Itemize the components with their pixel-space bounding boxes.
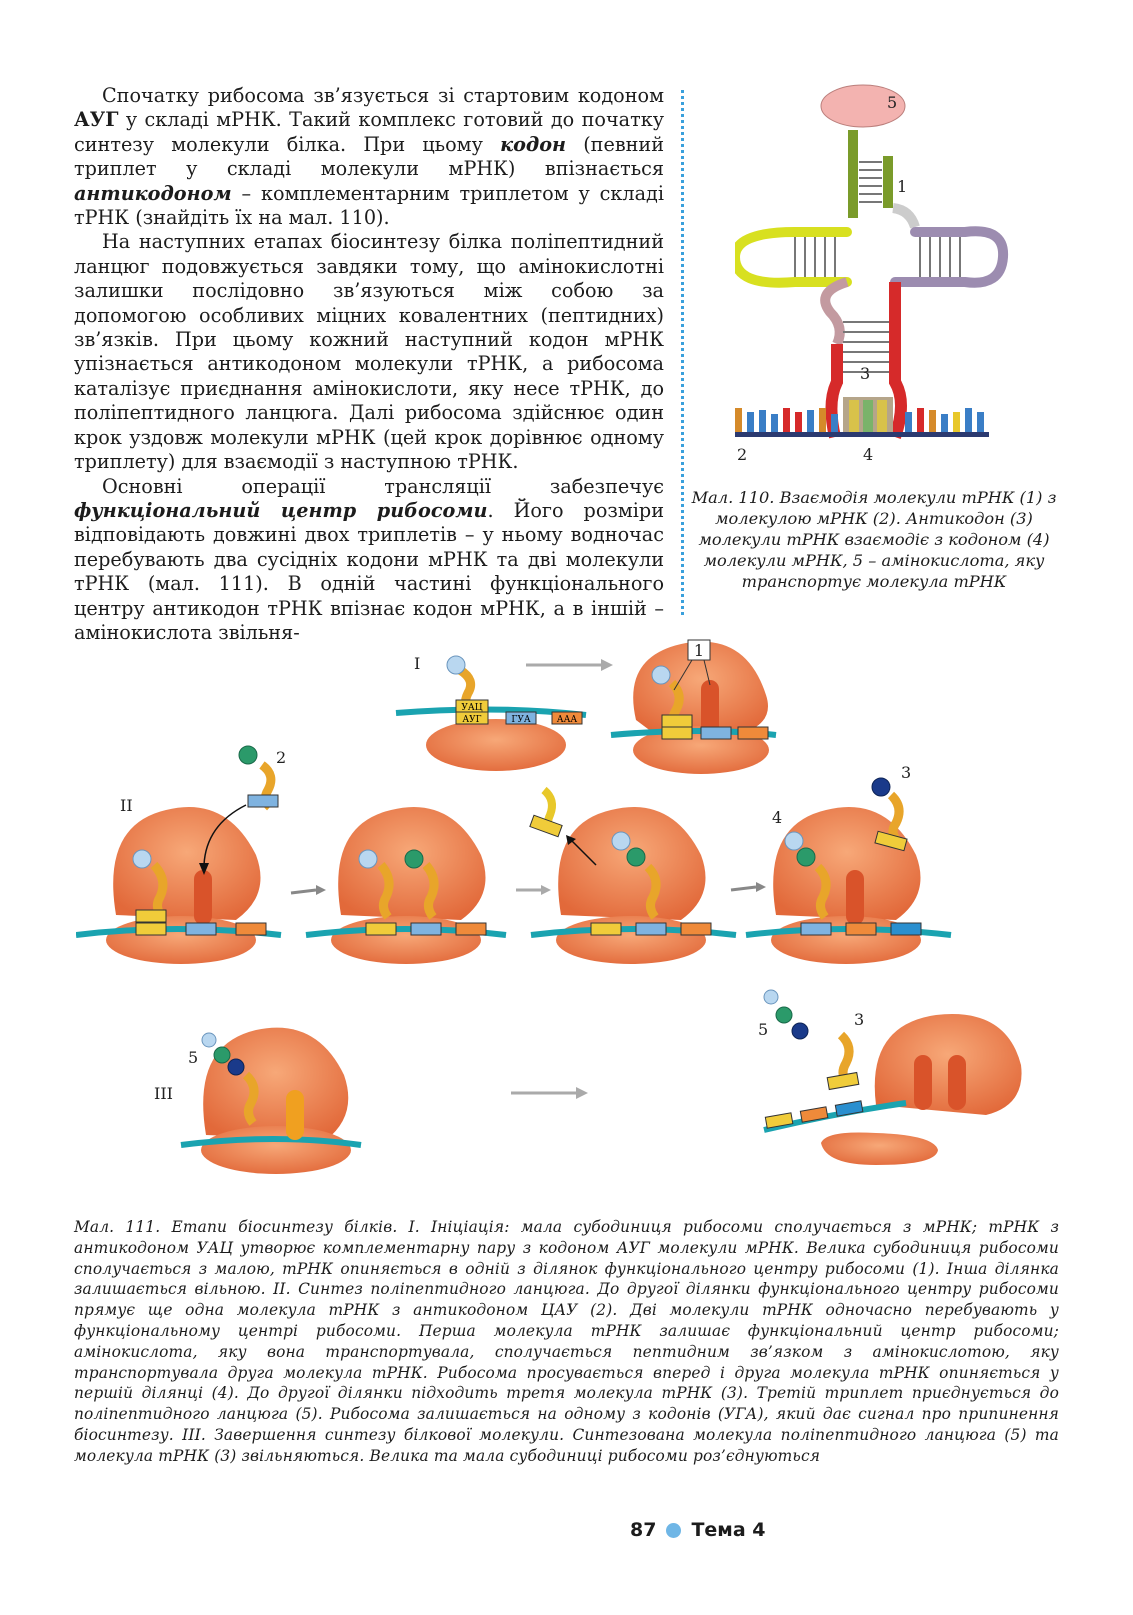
amino-acid-ball xyxy=(872,778,890,796)
arrow-right xyxy=(291,890,316,893)
t-base-pairs xyxy=(920,237,960,277)
label-3: 3 xyxy=(854,1010,865,1029)
codon-box xyxy=(136,923,166,935)
label-1: 1 xyxy=(693,641,705,660)
caption-figure-111: Мал. 111. Етапи біосинтезу білків. I. Ініціація: мала субодиниця рибосоми сполучається з мРНК; тРНК з антикодоном УАЦ утворює комплементарну пару з кодоном АУГ молекули мРНК. Велика субодиниця рибосоми сполучається з малою, тРНК опиняється в одній з ділянок функціонального центру рибосоми (1). Інша ділянка залишається вільною. II. Синтез поліпептидного ланцюга. До другої ділянки функціонального центру рибосоми прямує ще одна молекула тРНК з антикодоном ЦАУ (2). Дві молекули тРНК одночасно перебувають у функціональному центрі рибосоми. Перша молекула тРНК залишає функціональний центр рибосоми; амінокислота, яку вона транспортувала, сполучається пептидним зв’язком з амінокислотою, яку транспортувала друга молекула тРНК. Рибосома просувається вперед і друга молекула тРНК опиняється у першій ділянці (4). До другої ділянки підходить третя молекула тРНК (3). Третій триплет приєднується до поліпептидного ланцюга (5). Рибосома залишається на одному з кодонів (УГА), який дає сигнал про припинення біосинтезу. III. Завершення синтезу білкової молекули. Синтезована молекула поліпептидного ланцюга (5) та молекула тРНК (3) звільняються. Велика та мала субодиниці рибосоми роз’єднуються xyxy=(74,1218,1059,1465)
codon-text: ГУА xyxy=(511,715,531,725)
bold-term: АУГ xyxy=(74,108,119,132)
bullet-dot xyxy=(666,1523,681,1538)
label-2: 2 xyxy=(737,445,748,464)
amino-acid-ball xyxy=(652,666,670,684)
anticodon-base xyxy=(863,400,873,434)
site xyxy=(914,1055,932,1110)
codon-box xyxy=(186,923,216,935)
label-3: 3 xyxy=(901,763,912,782)
release-site xyxy=(286,1090,304,1140)
codon-box xyxy=(681,923,711,935)
codon-box xyxy=(835,1101,863,1116)
mrna-backbone xyxy=(735,432,989,437)
codon-box xyxy=(801,923,831,935)
amino-acid-ball xyxy=(133,850,151,868)
amino-acid-ball xyxy=(405,850,423,868)
anticodon-box xyxy=(136,910,166,922)
d-loop xyxy=(735,232,847,283)
label-1: 1 xyxy=(897,177,908,196)
amino-acid-ball xyxy=(792,1023,808,1039)
arrow-right xyxy=(731,887,756,890)
page-number: 87 xyxy=(630,1519,657,1541)
paragraph-1 xyxy=(74,84,664,230)
codon-text: ААА xyxy=(556,715,578,725)
arrow-head xyxy=(316,885,326,895)
text: . Його розміри відповідають довжині двох триплетів – у ньому водночас перебувають два сусідніх кодони мРНК та дві молекули тРНК (мал. 111). В одній частині функціонального центру антикодон тРНК впізнає кодон мРНК, а в іншій – амінокислота звільня- xyxy=(74,498,664,644)
label-4: 4 xyxy=(772,808,783,827)
empty-site xyxy=(846,870,864,925)
stage-1-initiation xyxy=(396,640,776,774)
codon-box xyxy=(662,727,692,739)
body-text xyxy=(74,84,664,645)
amino-acid-ball xyxy=(239,746,257,764)
figure-111-biosynthesis xyxy=(76,635,1066,1205)
label-5: 5 xyxy=(887,93,898,112)
codon-box xyxy=(411,923,441,935)
variable-loop xyxy=(825,282,847,344)
stage-label-3: III xyxy=(154,1084,173,1103)
text: у складі мРНК. Такий комплекс готовий до початку синтезу молекули білка. При цьому xyxy=(74,108,664,156)
label-3: 3 xyxy=(860,364,871,383)
bold-term: функціональний центр рибосоми xyxy=(74,498,488,522)
acceptor-stem-right xyxy=(883,156,893,208)
white-linker xyxy=(893,208,915,227)
anticodon-box xyxy=(248,795,278,807)
codon-box xyxy=(636,923,666,935)
site xyxy=(948,1055,966,1110)
stage-3-termination xyxy=(154,990,1022,1174)
codon-box xyxy=(366,923,396,935)
amino-acid-ball xyxy=(764,990,778,1004)
amino-acid-ball xyxy=(797,848,815,866)
codon-box xyxy=(591,923,621,935)
small-subunit xyxy=(106,916,256,964)
amino-acid-ball xyxy=(627,848,645,866)
amino-acid-ball xyxy=(447,656,465,674)
label-5: 5 xyxy=(188,1048,199,1067)
anticodon-box xyxy=(827,1072,859,1089)
bold-term: кодон xyxy=(500,132,566,156)
codon-text: АУГ xyxy=(462,715,482,725)
text: Основні операції трансляції забезпечує xyxy=(102,474,664,498)
codon-box xyxy=(456,923,486,935)
text: – комплементарним триплетом у складі тРНК (знайдіть їх на мал. 110). xyxy=(74,181,664,230)
figure-110-trna xyxy=(735,82,1035,474)
small-subunit-free xyxy=(821,1132,938,1165)
amino-acid-ball xyxy=(228,1059,244,1075)
arrow-head xyxy=(576,1087,588,1099)
arrow-head xyxy=(541,885,551,895)
anticodon-box xyxy=(662,715,692,727)
label-2: 2 xyxy=(276,748,287,767)
dotted-divider xyxy=(681,90,684,615)
text: Спочатку рибосома зв’язується зі стартовим кодоном xyxy=(102,84,664,107)
anticodon-base xyxy=(849,400,859,434)
acceptor-stem-left xyxy=(848,130,858,218)
stage-2-elongation xyxy=(76,746,951,964)
topic-label: Тема 4 xyxy=(691,1519,766,1541)
amino-acid-ball xyxy=(785,832,803,850)
amino-acid-ball xyxy=(612,832,630,850)
label-5: 5 xyxy=(758,1020,769,1039)
text: (певний триплет у складі молекули мРНК) впізнається xyxy=(74,132,664,181)
anticodon-base xyxy=(877,400,887,434)
stage-label-1: I xyxy=(414,654,421,673)
label-4: 4 xyxy=(863,445,874,464)
paragraph-2: На наступних етапах біосинтезу білка поліпептидний ланцюг подовжується завдяки тому, що амінокислотні залишки послідовно зв’язуються між собою за допомогою особливих міцних ковалентних (пептидних) зв’язків. При цьому кожний наступний кодон мРНК упізнається антикодоном молекули тРНК, а рибосома каталізує приєднання амінокислоти, яку несе тРНК, до поліпептидного ланцюга. Далі рибосома здійснює один крок уздовж молекули мРНК (цей крок дорівнює одному триплету) для взаємодії з наступною тРНК. xyxy=(74,230,664,474)
amino-acid-ball xyxy=(214,1047,230,1063)
codon-text: УАЦ xyxy=(461,703,483,713)
large-subunit xyxy=(203,1028,348,1140)
codon-box xyxy=(701,727,731,739)
caption-figure-110: Мал. 110. Взаємодія молекули тРНК (1) з молекулою мРНК (2). Антикодон (3) молекули тРНК взаємодіє з кодоном (4) молекули мРНК, 5 – амінокислота, яку транспортує молекула тРНК xyxy=(691,488,1057,591)
codon-box xyxy=(891,923,921,935)
small-subunit xyxy=(426,719,566,771)
small-subunit xyxy=(201,1126,351,1174)
d-base-pairs xyxy=(795,237,835,277)
empty-site xyxy=(194,870,212,925)
arrow-head xyxy=(601,659,613,671)
amino-acid-ball xyxy=(202,1033,216,1047)
page-footer xyxy=(630,1519,766,1541)
codon-box xyxy=(236,923,266,935)
stage-label-2: II xyxy=(120,796,133,815)
bold-term: антикодоном xyxy=(74,181,232,205)
amino-acid-ball xyxy=(776,1007,792,1023)
paragraph-3 xyxy=(74,475,664,646)
acceptor-base-pairs xyxy=(859,162,882,202)
amino-acid-ball xyxy=(359,850,377,868)
codon-box xyxy=(846,923,876,935)
arrow-head xyxy=(756,882,766,892)
codon-box xyxy=(738,727,768,739)
